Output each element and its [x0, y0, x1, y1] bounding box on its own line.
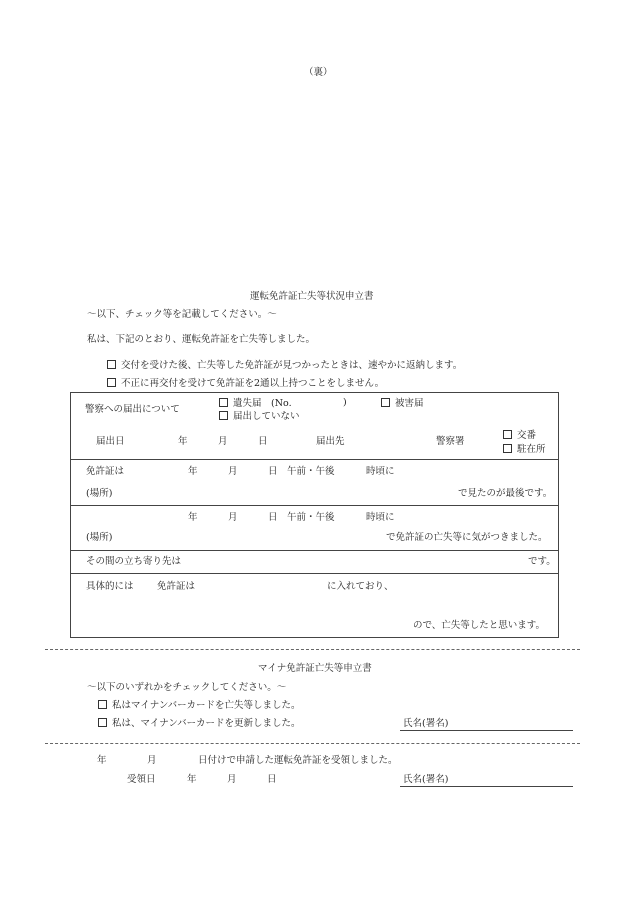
lost-report-text: 遺失届 (No.: [233, 398, 292, 409]
receipt-statement: 日付けで申請した運転免許証を受領しました。: [198, 755, 398, 766]
receipt-signature-label: 氏名(署名): [403, 774, 449, 785]
last-seen-time-label: 時頃に: [366, 466, 395, 477]
lost-report-checkbox[interactable]: [219, 398, 228, 407]
conclusion-text: ので、亡失等したと思います。: [413, 620, 546, 631]
receipt-year-label: 年: [187, 774, 197, 785]
noticed-time-label: 時頃に: [366, 512, 395, 523]
lost-report-option[interactable]: [219, 398, 292, 409]
receipt-apply-month-label: 月: [147, 755, 157, 766]
report-day-label: 日: [258, 436, 268, 447]
noticed-day-label: 日: [268, 512, 278, 523]
chuzaisho-text: 駐在所: [517, 444, 546, 455]
mynumber-renewed-text: 私は、マイナンバーカードを更新しました。: [112, 718, 301, 729]
put-in-label: に入れており、: [327, 581, 394, 592]
pledge-no-duplicate-item[interactable]: [107, 378, 384, 389]
last-seen-suffix: で見たのが最後です。: [458, 488, 553, 499]
mynumber-renewed-checkbox[interactable]: [98, 718, 107, 727]
specifically-license-label: 免許証は: [157, 581, 196, 592]
damage-report-option[interactable]: [381, 398, 424, 409]
damage-report-checkbox[interactable]: [381, 398, 390, 407]
lost-report-close: ): [343, 397, 347, 408]
mynumber-title: マイナ免許証亡失等申立書: [258, 663, 372, 674]
not-reported-option[interactable]: [219, 411, 300, 422]
noticed-suffix: で免許証の亡失等に気がつきました。: [386, 532, 548, 543]
chuzaisho-option[interactable]: [503, 444, 546, 455]
receipt-month-label: 月: [227, 774, 237, 785]
mynumber-signature-line[interactable]: [400, 730, 573, 731]
last-seen-place-label: (場所): [86, 488, 113, 499]
pledge-return-item[interactable]: [107, 360, 462, 371]
last-seen-license-label: 免許証は: [86, 466, 125, 477]
mynumber-instruction: 〜以下のいずれかをチェックしてください。〜: [87, 682, 287, 693]
last-seen-ampm-label: 午前・午後: [287, 466, 335, 477]
loss-declaration: 私は、下記のとおり、運転免許証を亡失等しました。: [87, 334, 316, 345]
loss-statement-title: 運転免許証亡失等状況申立書: [250, 291, 374, 302]
receipt-signature-line[interactable]: [400, 786, 573, 787]
not-reported-checkbox[interactable]: [219, 411, 228, 420]
mynumber-renewed-option[interactable]: [98, 718, 300, 729]
cut-line: [45, 743, 580, 744]
last-seen-year-label: 年: [188, 466, 198, 477]
noticed-ampm-label: 午前・午後: [287, 512, 335, 523]
report-date-label: 届出日: [96, 436, 125, 447]
stopover-label: その間の立ち寄り先は: [86, 556, 182, 567]
receipt-date-label: 受領日: [127, 774, 156, 785]
pledge-no-duplicate-text: 不正に再交付を受けて免許証を2通以上持つことをしません。: [121, 378, 385, 389]
damage-report-text: 被害届: [395, 398, 424, 409]
loss-instruction: 〜以下、チェック等を記載してください。〜: [87, 309, 277, 320]
noticed-month-label: 月: [228, 512, 238, 523]
receipt-apply-year-label: 年: [97, 755, 107, 766]
last-seen-day-label: 日: [268, 466, 278, 477]
police-report-label: 警察への届出について: [85, 404, 180, 415]
koban-checkbox[interactable]: [503, 430, 512, 439]
noticed-year-label: 年: [188, 512, 198, 523]
mynumber-lost-text: 私はマイナンバーカードを亡失等しました。: [112, 700, 301, 711]
report-year-label: 年: [178, 436, 188, 447]
pledge-return-text: 交付を受けた後、亡失等した免許証が見つかったときは、速やかに返納します。: [121, 360, 463, 371]
koban-text: 交番: [517, 430, 537, 441]
mynumber-lost-option[interactable]: [98, 700, 300, 711]
table-divider: [71, 573, 558, 574]
table-divider: [71, 550, 558, 551]
table-divider: [71, 459, 558, 460]
back-side-label: （裏）: [304, 67, 333, 78]
mynumber-signature-label: 氏名(署名): [403, 718, 449, 729]
koban-option[interactable]: [503, 430, 536, 441]
report-month-label: 月: [218, 436, 228, 447]
table-divider: [71, 505, 558, 506]
pledge-no-duplicate-checkbox[interactable]: [107, 378, 116, 387]
cut-line: [45, 649, 580, 650]
receipt-day-label: 日: [267, 774, 277, 785]
noticed-place-label: (場所): [86, 532, 113, 543]
stopover-suffix: です。: [528, 556, 556, 567]
police-station-label: 警察署: [436, 436, 465, 447]
not-reported-text: 届出していない: [233, 411, 300, 422]
specifically-label: 具体的には: [86, 581, 134, 592]
pledge-return-checkbox[interactable]: [107, 360, 116, 369]
chuzaisho-checkbox[interactable]: [503, 444, 512, 453]
mynumber-lost-checkbox[interactable]: [98, 700, 107, 709]
report-destination-label: 届出先: [316, 436, 345, 447]
last-seen-month-label: 月: [228, 466, 238, 477]
